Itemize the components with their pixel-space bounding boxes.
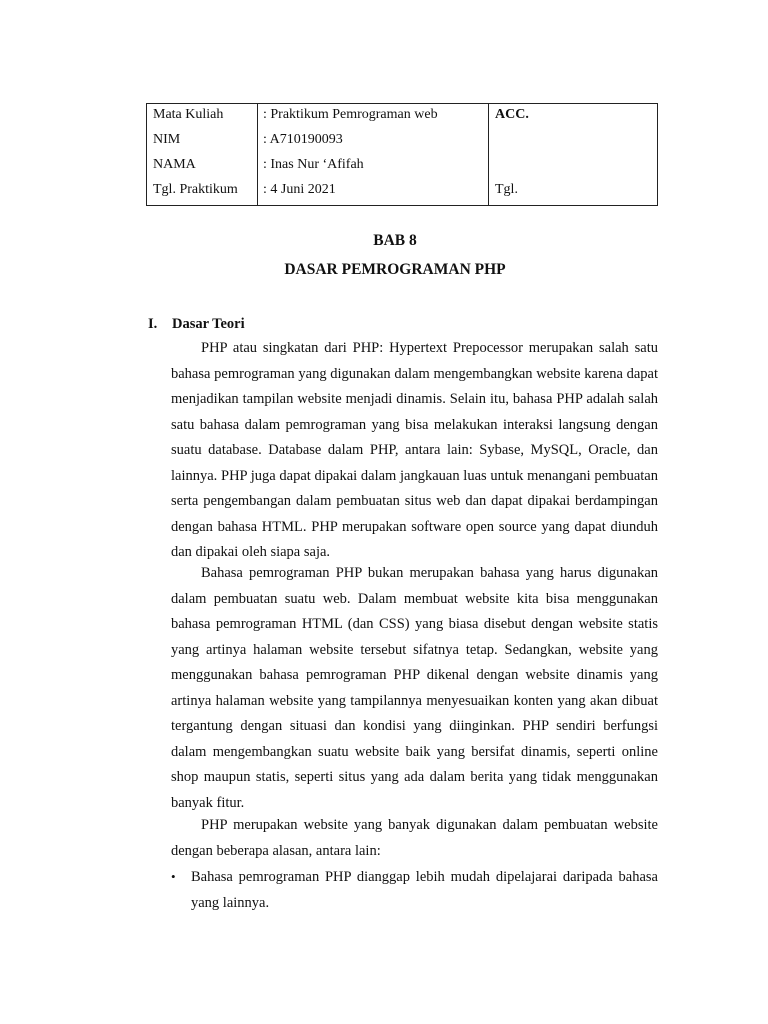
paragraph-1 [171, 336, 658, 566]
acc-label: ACC. [495, 107, 529, 122]
value-mata-kuliah: : Praktikum Pemrograman web [263, 107, 438, 122]
paragraph-text: PHP merupakan website yang banyak digunakan dalam pembuatan website dengan beberapa alasan, antara lain: [171, 817, 658, 859]
label-nim: NIM [153, 132, 181, 147]
paragraph-2 [171, 561, 658, 816]
value-nama: : Inas Nur ‘Afifah [263, 157, 364, 172]
section-numeral: I. [148, 316, 158, 332]
chapter-number: BAB 8 [373, 232, 417, 249]
acc-column [488, 104, 657, 205]
paragraph-text: Bahasa pemrograman PHP bukan merupakan bahasa yang harus digunakan dalam pembuatan suatu web. Dalam membuat website kita bisa menggunakan bahasa pemrograman HTML (dan CSS) yang biasa disebut dengan website statis yang artinya halaman website tersebut sifatnya tetap. Sedangkan, website yang menggunakan bahasa pemrograman PHP dikenal dengan website dinamis yang artinya halaman website yang tampilannya menyesuaikan konten yang akan dibuat tergantung dengan situasi dan kondisi yang diinginkan. PHP sendiri berfungsi dalam mengembangkan suatu website baik yang bersifat dinamis, seperti online shop maupun statis, seperti situs yang ada dalam berita yang tidak menggunakan banyak fitur. [171, 565, 658, 811]
label-column [147, 104, 257, 205]
course-info-table [146, 103, 658, 206]
section-heading [148, 316, 245, 333]
paragraph-text: PHP atau singkatan dari PHP: Hypertext Prepocessor merupakan salah satu bahasa pemrograman yang digunakan dalam mengembangkan website karena dapat menjadikan tampilan website menjadi dinamis. Selain itu, bahasa PHP adalah salah satu bahasa dalam pemrograman yang bisa melakukan interaksi langsung dengan suatu database. Database dalam PHP, antara lain: Sybase, MySQL, Oracle, dan lainnya. PHP juga dapat dipakai dalam jangkauan luas untuk menangani pembuatan serta pengembangan dalam pembuatan situs web dan dapat dipakai berdampingan dengan bahasa HTML. PHP merupakan software open source yang dapat diunduh dan dipakai oleh siapa saja. [171, 340, 658, 560]
value-nim: : A710190093 [263, 132, 343, 147]
chapter-title: DASAR PEMROGRAMAN PHP [284, 261, 506, 278]
bullet-text: Bahasa pemrograman PHP dianggap lebih mudah dipelajarai daripada bahasa yang lainnya. [191, 869, 658, 911]
label-nama: NAMA [153, 157, 196, 172]
bullet-dot-icon: • [171, 869, 176, 884]
section-title: Dasar Teori [172, 316, 245, 332]
label-tgl-praktikum: Tgl. Praktikum [153, 182, 238, 197]
label-mata-kuliah: Mata Kuliah [153, 107, 224, 122]
value-tgl-praktikum: : 4 Juni 2021 [263, 182, 336, 197]
bullet-list-item [171, 864, 658, 916]
tgl-label: Tgl. [495, 182, 518, 197]
paragraph-3 [171, 813, 658, 864]
